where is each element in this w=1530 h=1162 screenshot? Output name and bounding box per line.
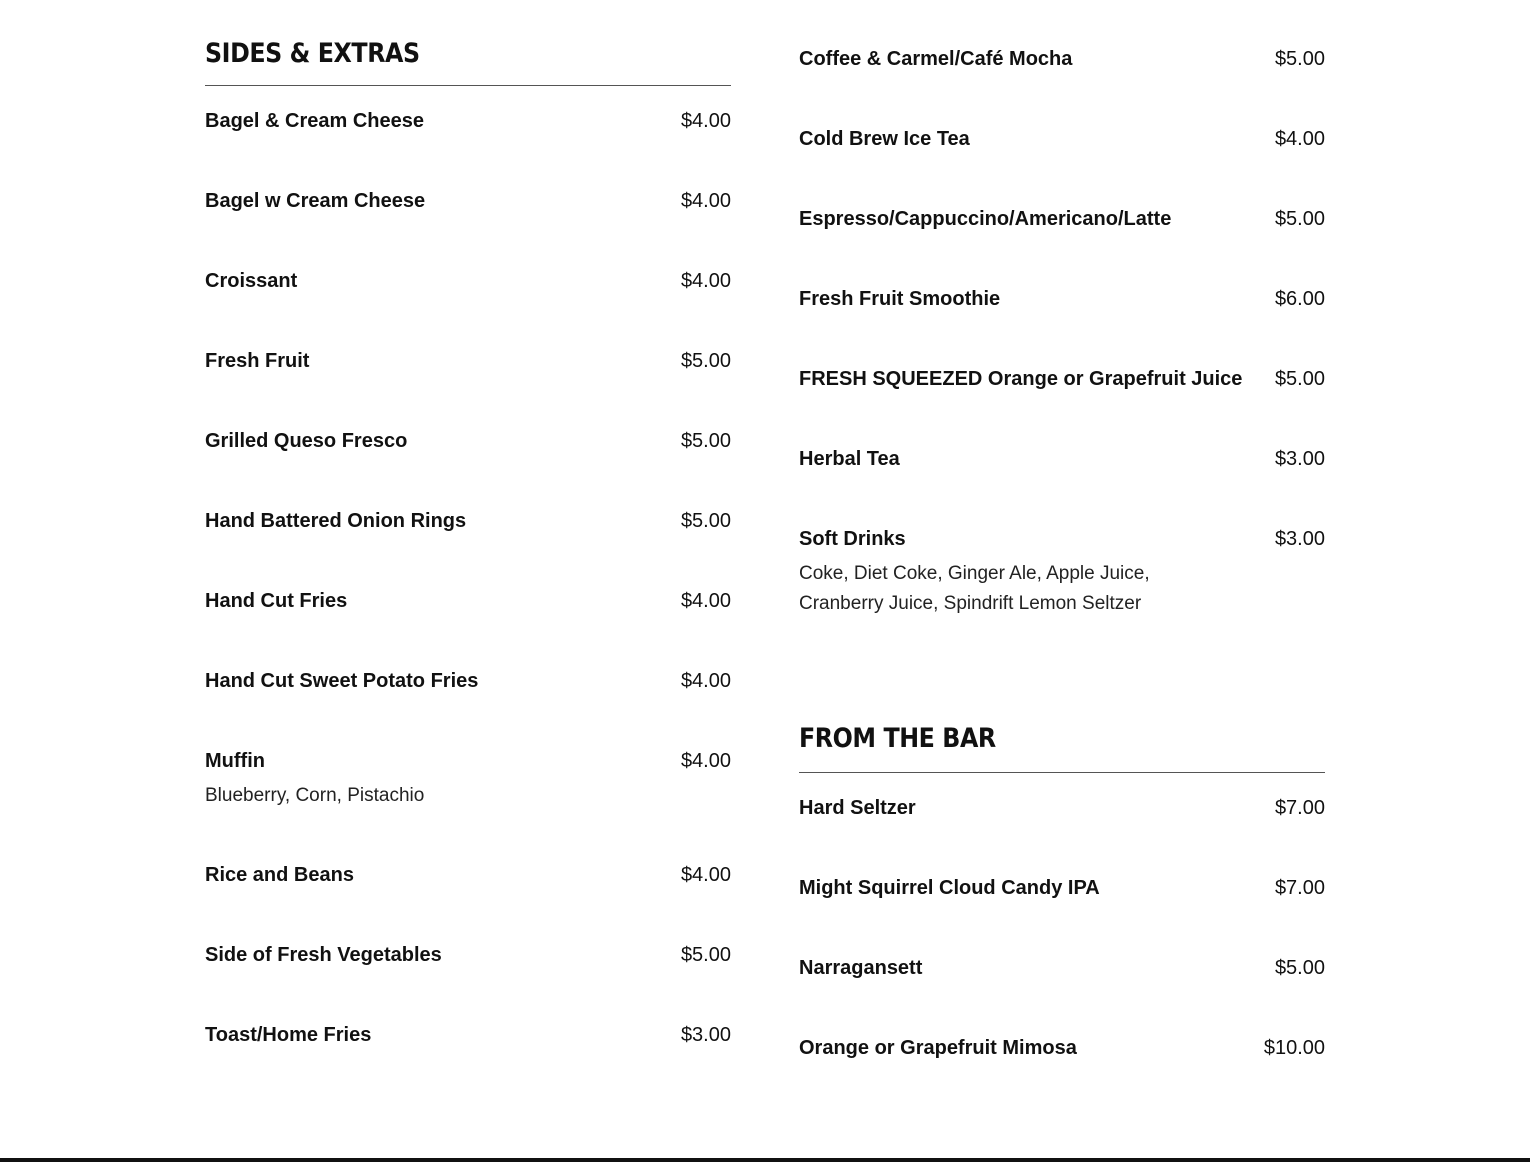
menu-item: [205, 188, 731, 214]
item-price: $5.00: [680, 510, 731, 532]
item-name: Hand Cut Sweet Potato Fries: [205, 670, 479, 692]
menu-item: [799, 955, 1325, 981]
item-price: $10.00: [1263, 1037, 1325, 1059]
menu-item: [205, 428, 731, 454]
item-name: Coffee & Carmel/Café Mocha: [799, 48, 1073, 70]
item-price: $4.00: [680, 110, 731, 132]
item-name: Croissant: [205, 270, 298, 292]
item-price: $5.00: [680, 944, 731, 966]
item-price: $6.00: [1274, 288, 1325, 310]
beverages-list: [799, 46, 1325, 619]
item-name: FRESH SQUEEZED Orange or Grapefruit Juice: [799, 368, 1243, 390]
item-name: Hand Cut Fries: [205, 590, 348, 612]
item-name: Fresh Fruit Smoothie: [799, 288, 1001, 310]
menu-item: [205, 748, 731, 811]
sides-section-title: SIDES & EXTRAS: [205, 38, 420, 69]
menu-item: [799, 46, 1325, 72]
sides-section-header: [205, 0, 731, 86]
item-name: Bagel w Cream Cheese: [205, 190, 426, 212]
item-name: Bagel & Cream Cheese: [205, 110, 424, 132]
menu-item: [799, 1035, 1325, 1061]
menu-item: [205, 268, 731, 294]
menu-item: [799, 366, 1325, 392]
menu-item: [205, 1022, 731, 1048]
item-price: $7.00: [1274, 797, 1325, 819]
menu-item: [799, 126, 1325, 152]
item-price: $3.00: [680, 1024, 731, 1046]
item-price: $3.00: [1274, 528, 1325, 550]
menu-item: [799, 795, 1325, 821]
menu-item: [799, 286, 1325, 312]
menu-item: [799, 875, 1325, 901]
menu-item: [799, 446, 1325, 472]
item-name: Espresso/Cappuccino/Americano/Latte: [799, 208, 1172, 230]
item-price: $5.00: [680, 350, 731, 372]
menu-item: [205, 588, 731, 614]
item-price: $4.00: [680, 590, 731, 612]
item-price: $7.00: [1274, 877, 1325, 899]
menu-item: [205, 862, 731, 888]
item-name: Cold Brew Ice Tea: [799, 128, 970, 150]
menu-item: [799, 526, 1325, 619]
item-price: $4.00: [680, 750, 731, 772]
item-price: $5.00: [1274, 48, 1325, 70]
item-price: $4.00: [680, 670, 731, 692]
item-name: Hand Battered Onion Rings: [205, 510, 467, 532]
item-name: Fresh Fruit: [205, 350, 310, 372]
item-name: Narragansett: [799, 957, 923, 979]
menu-item: [799, 206, 1325, 232]
beverages-column: [799, 0, 1325, 1061]
item-price: $4.00: [680, 270, 731, 292]
item-price: $5.00: [1274, 368, 1325, 390]
item-price: $4.00: [1274, 128, 1325, 150]
bar-section-title: FROM THE BAR: [799, 723, 996, 754]
item-price: $4.00: [680, 864, 731, 886]
item-name: Side of Fresh Vegetables: [205, 944, 442, 966]
menu-item: [205, 108, 731, 134]
item-name: Herbal Tea: [799, 448, 900, 470]
item-price: $5.00: [680, 430, 731, 452]
menu-item: [205, 508, 731, 534]
item-name: Soft Drinks: [799, 528, 906, 550]
item-price: $5.00: [1274, 957, 1325, 979]
item-name: Toast/Home Fries: [205, 1024, 372, 1046]
sides-column: [205, 0, 731, 1048]
item-description: Coke, Diet Coke, Ginger Ale, Apple Juice, Cranberry Juice, Spindrift Lemon Seltzer: [799, 563, 1150, 614]
item-price: $4.00: [680, 190, 731, 212]
item-name: Muffin: [205, 750, 265, 772]
item-name: Grilled Queso Fresco: [205, 430, 408, 452]
item-name: Hard Seltzer: [799, 797, 916, 819]
item-description: Blueberry, Corn, Pistachio: [205, 785, 425, 806]
menu-item: [205, 348, 731, 374]
item-name: Rice and Beans: [205, 864, 354, 886]
item-price: $5.00: [1274, 208, 1325, 230]
footer-divider: [0, 1158, 1530, 1162]
item-name: Orange or Grapefruit Mimosa: [799, 1037, 1077, 1059]
item-price: $3.00: [1274, 448, 1325, 470]
menu-item: [205, 668, 731, 694]
menu-item: [205, 942, 731, 968]
item-name: Might Squirrel Cloud Candy IPA: [799, 877, 1100, 899]
